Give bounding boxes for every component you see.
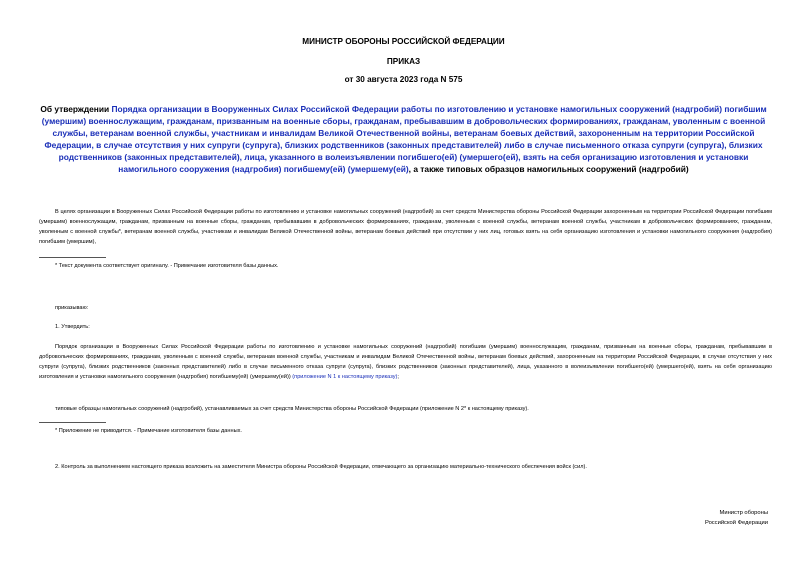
footnote-divider: [39, 257, 106, 258]
item-procedure-end: ;: [397, 374, 399, 380]
issuer-heading: МИНИСТР ОБОРОНЫ РОССИЙСКОЙ ФЕДЕРАЦИИ: [302, 37, 505, 46]
footnote-divider: [39, 422, 106, 423]
title-procedure-link[interactable]: Порядка организации в Вооруженных Силах Российской Федерации работы по изготовлению и установке намогильных сооружений (надгробий) погибшим (умершим) военнослужащим, гражданам, призванным на военные сборы, гражданам, пребывавшим в добровольческих формированиях, гражданам, уволенным с военной службы, ветеранам военной службы, участникам и инвалидам Великой Отечественной войны, ветеранам боевых действий, захороненным на территории Российской Федерации, в случае отсутствия у них супруги (супруга), близких родственников (законных представителей) либо в случае письменного отказа супруги (супруга), близких родственников (законных представителей), лица, указанного в волеизъявлении погибшего(ей) (умершего(ей), взять на себя организацию изготовления и установки намогильного сооружения (надгробия) погибшему(ей) (умершему(ей): [41, 104, 767, 174]
footnote-text: * Текст документа соответствует оригиналу. - Примечание изготовителя базы данных.: [55, 263, 279, 269]
signature-line-1: Министр обороны: [719, 510, 768, 516]
footnote-text: * Приложение не приводится. - Примечание изготовителя базы данных.: [55, 428, 242, 434]
document-type-heading: ПРИКАЗ: [386, 57, 421, 66]
approve-clause: 1. Утвердить:: [55, 324, 90, 330]
control-paragraph: 2. Контроль за выполнением настоящего приказа возложить на заместителя Министра обороны Российской Федерации, отвечающего за организацию материально-технического обеспечения войск (сил).: [55, 464, 587, 470]
signature-line-2: Российской Федерации: [704, 520, 768, 526]
title-prefix: Об утверждении: [40, 104, 112, 114]
document-title: [30, 103, 777, 175]
appendix-1-link[interactable]: (приложение N 1 к настоящему приказу): [292, 374, 398, 380]
preamble-paragraph: В целях организации в Вооруженных Силах Российской Федерации работы по изготовлению и установке намогильных сооружений (надгробий) за счет средств Министерства обороны Российской Федерации захороненным на территории Российской Федерации погибшим (умершим) военнослужащим, гражданам, призванным на военные сборы, гражданам, пребывавшим в добровольческих формированиях, гражданам, уволенным с военной службы, ветеранам военной службы, участникам в добровольческих формированиях, гражданам, уволенным с военной службы*, ветеранам военной службы, участникам и инвалидам Великой Отечественной войны, ветеранам боевых действий при отсутствии у них лиц, готовых взять на себя организацию изготовления и установки намогильного сооружения (надгробия) погибшим (умершим),: [39, 209, 772, 245]
item-samples-paragraph: типовые образцы намогильных сооружений (надгробий), устанавливаемых за счет средств Министерства обороны Российской Федерации (приложение N 2* к настоящему приказу).: [55, 406, 529, 412]
order-word: приказываю:: [55, 305, 89, 311]
item-procedure-paragraph: [39, 342, 772, 382]
title-suffix: , а также типовых образцов намогильных сооружений (надгробий): [408, 164, 689, 174]
item-procedure-text: Порядок организации в Вооруженных Силах Российской Федерации работы по изготовлению и установке намогильных сооружений (надгробий) погибшим (умершим) военнослужащим, гражданам, призванным на военные сборы, гражданам, пребывавшим в добровольческих формированиях, гражданам, уволенным с военной службы, ветеранам военной службы, участникам и инвалидам Великой Отечественной войны, ветеранам боевых действий, захороненным на территории Российской Федерации, в случае отсутствия у них супруги (супруга), близких родственников (законных представителей) либо в случае письменного отказа супруги (супруга), близких родственников (законных представителей), лица, указанного в волеизъявлении погибшего(ей) (умершего(ей), взять на себя организацию изготовления и установки намогильного сооружения (надгробия) погибшему(ей) (умершему(ей)): [39, 344, 772, 380]
date-number-heading: от 30 августа 2023 года N 575: [344, 75, 463, 84]
